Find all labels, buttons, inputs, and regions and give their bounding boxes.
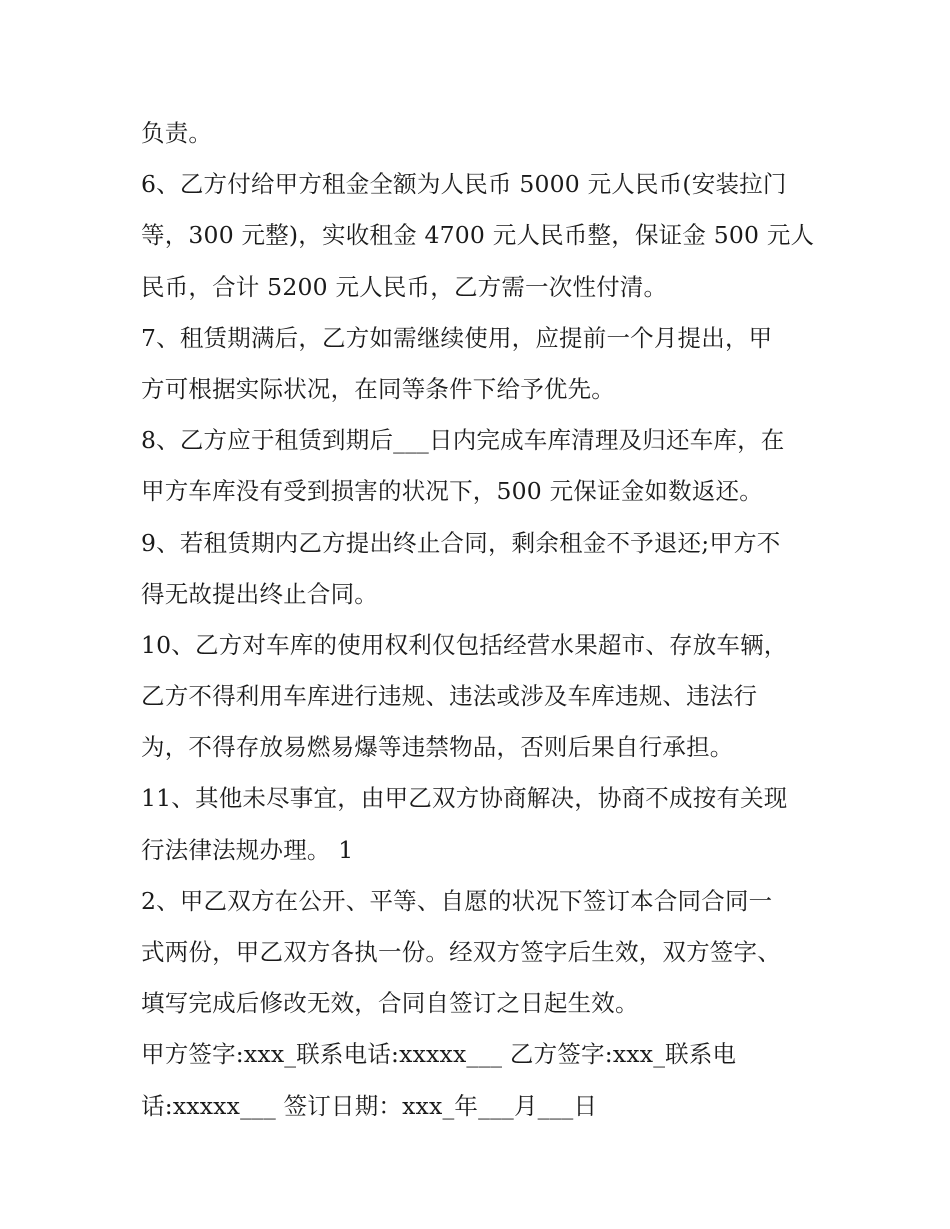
text-line: 式两份，甲乙双方各执一份。经双方签字后生效，双方签字、 (141, 938, 781, 966)
text-line: 11、其他未尽事宜，由甲乙双方协商解决，协商不成按有关现 (141, 784, 788, 813)
text-line: 6、乙方付给甲方租金全额为人民币 5000 元人民币(安装拉门 (141, 170, 787, 199)
text-line: 2、甲乙双方在公开、平等、自愿的状况下签订本合同合同一 (141, 886, 773, 915)
text-line: 10、乙方对车库的使用权利仅包括经营水果超市、存放车辆， (141, 630, 788, 659)
text-line: 民币，合计 5200 元人民币，乙方需一次性付清。 (141, 272, 668, 301)
text-line: 甲方车库没有受到损害的状况下，500 元保证金如数返还。 (141, 477, 763, 506)
signature-line: 甲方签字:xxx_联系电话:xxxxx___ 乙方签字:xxx_联系电 (141, 1040, 737, 1069)
text-line: 行法律法规办理。 1 (141, 835, 354, 864)
text-line: 等，300 元整)，实收租金 4700 元人民币整，保证金 500 元人 (141, 221, 815, 250)
text-line: 8、乙方应于租赁到期后___日内完成车库清理及归还车库，在 (141, 426, 785, 455)
text-line: 9、若租赁期内乙方提出终止合同，剩余租金不予退还;甲方不 (141, 528, 781, 557)
text-line: 得无故提出终止合同。 (141, 579, 378, 608)
document-body (141, 108, 813, 1132)
text-line: 7、租赁期满后，乙方如需继续使用，应提前一个月提出，甲 (141, 323, 773, 352)
text-line: 填写完成后修改无效，合同自签订之日起生效。 (141, 989, 639, 1018)
text-line: 负责。 (141, 119, 213, 147)
text-line: 方可根据实际状况，在同等条件下给予优先。 (141, 374, 615, 403)
text-line: 为，不得存放易燃易爆等违禁物品，否则后果自行承担。 (141, 733, 734, 762)
text-line: 乙方不得利用车库进行违规、违法或涉及车库违规、违法行 (141, 682, 758, 711)
signature-date-line: 话:xxxxx___ 签订日期：xxx_年___月___日 (141, 1091, 598, 1120)
